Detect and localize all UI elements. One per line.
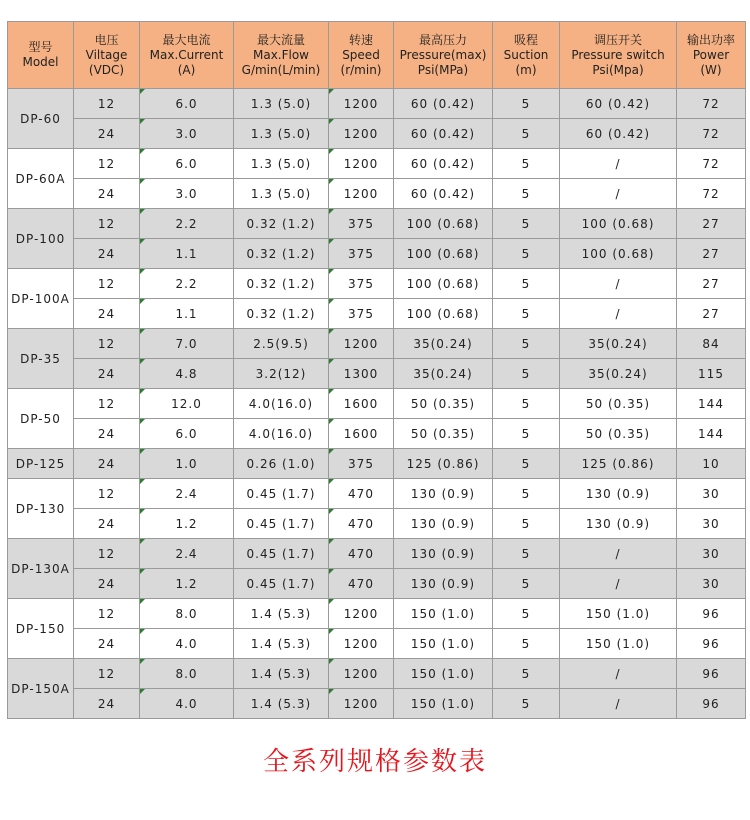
column-header-suction: [493, 22, 560, 89]
switch-cell: /: [560, 299, 677, 329]
model-cell: DP-100: [8, 209, 74, 269]
table-row: [8, 239, 746, 269]
power-cell: 27: [677, 299, 746, 329]
table-row: [8, 659, 746, 689]
switch-cell: /: [560, 659, 677, 689]
switch-cell: 130 (0.9): [560, 479, 677, 509]
model-cell: DP-130A: [8, 539, 74, 599]
speed-cell: 1200: [329, 599, 394, 629]
suction-cell: 5: [493, 149, 560, 179]
voltage-cell: 12: [74, 209, 140, 239]
pressure-cell: 130 (0.9): [394, 509, 493, 539]
column-header-zh: 型号: [28, 40, 53, 54]
table-row: [8, 539, 746, 569]
speed-cell: 470: [329, 569, 394, 599]
power-cell: 72: [677, 119, 746, 149]
table-row: [8, 89, 746, 119]
speed-cell: 1600: [329, 419, 394, 449]
suction-cell: 5: [493, 689, 560, 719]
pressure-cell: 60 (0.42): [394, 119, 493, 149]
current-cell: 1.2: [140, 569, 234, 599]
voltage-cell: 24: [74, 179, 140, 209]
table-row: [8, 299, 746, 329]
suction-cell: 5: [493, 569, 560, 599]
suction-cell: 5: [493, 299, 560, 329]
current-cell: 2.4: [140, 479, 234, 509]
speed-cell: 1200: [329, 689, 394, 719]
pressure-cell: 60 (0.42): [394, 149, 493, 179]
pressure-cell: 60 (0.42): [394, 89, 493, 119]
suction-cell: 5: [493, 269, 560, 299]
voltage-cell: 12: [74, 389, 140, 419]
switch-cell: 150 (1.0): [560, 629, 677, 659]
pressure-cell: 100 (0.68): [394, 269, 493, 299]
pressure-cell: 60 (0.42): [394, 179, 493, 209]
speed-cell: 1300: [329, 359, 394, 389]
column-header-zh: 最大流量: [256, 32, 305, 47]
flow-cell: 1.4 (5.3): [234, 599, 329, 629]
column-header-zh: 转速: [348, 32, 373, 47]
power-cell: 30: [677, 539, 746, 569]
flow-cell: 1.3 (5.0): [234, 149, 329, 179]
suction-cell: 5: [493, 479, 560, 509]
model-cell: DP-35: [8, 329, 74, 389]
speed-cell: 375: [329, 269, 394, 299]
pressure-cell: 100 (0.68): [394, 239, 493, 269]
current-cell: 1.1: [140, 239, 234, 269]
speed-cell: 375: [329, 449, 394, 479]
pressure-cell: 50 (0.35): [394, 389, 493, 419]
switch-cell: 35(0.24): [560, 329, 677, 359]
voltage-cell: 12: [74, 329, 140, 359]
voltage-cell: 24: [74, 419, 140, 449]
switch-cell: /: [560, 569, 677, 599]
column-header-unit: (VDC): [88, 62, 125, 77]
table-row: [8, 479, 746, 509]
switch-cell: 35(0.24): [560, 359, 677, 389]
current-cell: 4.0: [140, 629, 234, 659]
power-cell: 144: [677, 419, 746, 449]
voltage-cell: 12: [74, 659, 140, 689]
pressure-cell: 150 (1.0): [394, 659, 493, 689]
column-header-zh: 电压: [94, 32, 119, 47]
pressure-cell: 100 (0.68): [394, 299, 493, 329]
column-header-unit: (A): [177, 62, 196, 77]
suction-cell: 5: [493, 389, 560, 419]
column-header-unit: Psi(MPa): [417, 62, 469, 77]
column-header-zh: 输出功率: [686, 32, 735, 47]
column-header-unit: (W): [700, 62, 722, 77]
switch-cell: 60 (0.42): [560, 89, 677, 119]
model-cell: DP-150: [8, 599, 74, 659]
current-cell: 3.0: [140, 179, 234, 209]
flow-cell: 1.4 (5.3): [234, 659, 329, 689]
power-cell: 30: [677, 569, 746, 599]
column-header-en: Suction: [503, 47, 549, 62]
power-cell: 72: [677, 179, 746, 209]
pressure-cell: 150 (1.0): [394, 629, 493, 659]
column-header-zh: 调压开关: [593, 32, 642, 47]
speed-cell: 375: [329, 239, 394, 269]
switch-cell: /: [560, 269, 677, 299]
switch-cell: /: [560, 689, 677, 719]
voltage-cell: 12: [74, 599, 140, 629]
flow-cell: 1.3 (5.0): [234, 89, 329, 119]
column-header-zh: 最高压力: [418, 32, 467, 47]
pressure-cell: 130 (0.9): [394, 539, 493, 569]
switch-cell: /: [560, 179, 677, 209]
column-header-speed: [329, 22, 394, 89]
column-header-current: [140, 22, 234, 89]
column-header-model: [8, 22, 74, 89]
flow-cell: 0.26 (1.0): [234, 449, 329, 479]
suction-cell: 5: [493, 659, 560, 689]
table-row: [8, 209, 746, 239]
suction-cell: 5: [493, 89, 560, 119]
current-cell: 7.0: [140, 329, 234, 359]
column-header-unit: (m): [515, 62, 537, 77]
power-cell: 30: [677, 509, 746, 539]
column-header-en: Max.Flow: [252, 47, 309, 62]
suction-cell: 5: [493, 329, 560, 359]
pressure-cell: 130 (0.9): [394, 479, 493, 509]
model-cell: DP-60A: [8, 149, 74, 209]
column-header-en: Viltage: [85, 47, 128, 62]
pressure-cell: 35(0.24): [394, 359, 493, 389]
pressure-cell: 50 (0.35): [394, 419, 493, 449]
table-row: [8, 329, 746, 359]
speed-cell: 1600: [329, 389, 394, 419]
suction-cell: 5: [493, 239, 560, 269]
current-cell: 2.2: [140, 269, 234, 299]
column-header-switch: [560, 22, 677, 89]
table-row: [8, 419, 746, 449]
pressure-cell: 125 (0.86): [394, 449, 493, 479]
table-row: [8, 449, 746, 479]
suction-cell: 5: [493, 599, 560, 629]
flow-cell: 4.0(16.0): [234, 419, 329, 449]
current-cell: 3.0: [140, 119, 234, 149]
table-row: [8, 269, 746, 299]
voltage-cell: 12: [74, 539, 140, 569]
column-header-unit: (r/min): [340, 62, 382, 77]
flow-cell: 0.45 (1.7): [234, 479, 329, 509]
column-header-power: [677, 22, 746, 89]
voltage-cell: 24: [74, 119, 140, 149]
switch-cell: 100 (0.68): [560, 239, 677, 269]
column-header-en: Speed: [342, 47, 380, 62]
voltage-cell: 24: [74, 359, 140, 389]
model-cell: DP-150A: [8, 659, 74, 719]
switch-cell: /: [560, 539, 677, 569]
speed-cell: 1200: [329, 149, 394, 179]
voltage-cell: 12: [74, 269, 140, 299]
speed-cell: 1200: [329, 629, 394, 659]
current-cell: 8.0: [140, 659, 234, 689]
power-cell: 27: [677, 239, 746, 269]
current-cell: 2.2: [140, 209, 234, 239]
flow-cell: 4.0(16.0): [234, 389, 329, 419]
column-header-pressure: [394, 22, 493, 89]
voltage-cell: 24: [74, 239, 140, 269]
table-header-row: [8, 22, 746, 89]
suction-cell: 5: [493, 179, 560, 209]
power-cell: 10: [677, 449, 746, 479]
current-cell: 1.1: [140, 299, 234, 329]
table-row: [8, 569, 746, 599]
voltage-cell: 24: [74, 629, 140, 659]
model-cell: DP-50: [8, 389, 74, 449]
suction-cell: 5: [493, 449, 560, 479]
pressure-cell: 130 (0.9): [394, 569, 493, 599]
spec-table: [7, 21, 746, 719]
voltage-cell: 12: [74, 479, 140, 509]
voltage-cell: 12: [74, 149, 140, 179]
column-header-en: Pressure(max): [399, 47, 487, 62]
table-caption: 全系列规格参数表: [262, 747, 487, 777]
flow-cell: 0.45 (1.7): [234, 539, 329, 569]
switch-cell: 130 (0.9): [560, 509, 677, 539]
pressure-cell: 150 (1.0): [394, 689, 493, 719]
flow-cell: 1.4 (5.3): [234, 629, 329, 659]
power-cell: 144: [677, 389, 746, 419]
speed-cell: 470: [329, 479, 394, 509]
column-header-en: Max.Current: [149, 47, 224, 62]
suction-cell: 5: [493, 209, 560, 239]
power-cell: 96: [677, 689, 746, 719]
suction-cell: 5: [493, 119, 560, 149]
speed-cell: 375: [329, 209, 394, 239]
pressure-cell: 35(0.24): [394, 329, 493, 359]
flow-cell: 1.4 (5.3): [234, 689, 329, 719]
voltage-cell: 24: [74, 689, 140, 719]
pressure-cell: 150 (1.0): [394, 599, 493, 629]
suction-cell: 5: [493, 509, 560, 539]
flow-cell: 0.32 (1.2): [234, 269, 329, 299]
power-cell: 27: [677, 269, 746, 299]
current-cell: 1.2: [140, 509, 234, 539]
suction-cell: 5: [493, 629, 560, 659]
model-cell: DP-130: [8, 479, 74, 539]
speed-cell: 470: [329, 509, 394, 539]
switch-cell: /: [560, 149, 677, 179]
suction-cell: 5: [493, 359, 560, 389]
column-header-zh: 吸程: [513, 32, 538, 47]
power-cell: 115: [677, 359, 746, 389]
table-row: [8, 689, 746, 719]
speed-cell: 470: [329, 539, 394, 569]
current-cell: 1.0: [140, 449, 234, 479]
switch-cell: 125 (0.86): [560, 449, 677, 479]
table-row: [8, 509, 746, 539]
flow-cell: 0.32 (1.2): [234, 209, 329, 239]
table-row: [8, 119, 746, 149]
flow-cell: 1.3 (5.0): [234, 119, 329, 149]
model-cell: DP-100A: [8, 269, 74, 329]
flow-cell: 0.32 (1.2): [234, 299, 329, 329]
column-header-zh: 最大电流: [162, 32, 211, 47]
column-header-flow: [234, 22, 329, 89]
current-cell: 4.8: [140, 359, 234, 389]
table-row: [8, 179, 746, 209]
flow-cell: 2.5(9.5): [234, 329, 329, 359]
flow-cell: 0.45 (1.7): [234, 509, 329, 539]
speed-cell: 1200: [329, 119, 394, 149]
power-cell: 72: [677, 149, 746, 179]
suction-cell: 5: [493, 539, 560, 569]
speed-cell: 375: [329, 299, 394, 329]
current-cell: 4.0: [140, 689, 234, 719]
voltage-cell: 24: [74, 449, 140, 479]
power-cell: 30: [677, 479, 746, 509]
switch-cell: 50 (0.35): [560, 419, 677, 449]
column-header-en: Model: [22, 55, 59, 69]
power-cell: 96: [677, 629, 746, 659]
flow-cell: 1.3 (5.0): [234, 179, 329, 209]
current-cell: 6.0: [140, 149, 234, 179]
speed-cell: 1200: [329, 89, 394, 119]
table-row: [8, 599, 746, 629]
suction-cell: 5: [493, 419, 560, 449]
current-cell: 6.0: [140, 89, 234, 119]
model-cell: DP-125: [8, 449, 74, 479]
voltage-cell: 24: [74, 569, 140, 599]
voltage-cell: 24: [74, 299, 140, 329]
column-header-voltage: [74, 22, 140, 89]
current-cell: 2.4: [140, 539, 234, 569]
column-header-en: Pressure switch: [571, 47, 665, 62]
voltage-cell: 24: [74, 509, 140, 539]
table-row: [8, 149, 746, 179]
power-cell: 27: [677, 209, 746, 239]
table-body: [8, 89, 746, 719]
table-row: [8, 629, 746, 659]
flow-cell: 0.32 (1.2): [234, 239, 329, 269]
power-cell: 84: [677, 329, 746, 359]
power-cell: 96: [677, 659, 746, 689]
model-cell: DP-60: [8, 89, 74, 149]
speed-cell: 1200: [329, 659, 394, 689]
table-row: [8, 389, 746, 419]
switch-cell: 60 (0.42): [560, 119, 677, 149]
column-header-en: Power: [692, 47, 730, 62]
power-cell: 96: [677, 599, 746, 629]
speed-cell: 1200: [329, 179, 394, 209]
current-cell: 6.0: [140, 419, 234, 449]
power-cell: 72: [677, 89, 746, 119]
current-cell: 12.0: [140, 389, 234, 419]
flow-cell: 0.45 (1.7): [234, 569, 329, 599]
switch-cell: 150 (1.0): [560, 599, 677, 629]
column-header-unit: G/min(L/min): [241, 62, 321, 77]
current-cell: 8.0: [140, 599, 234, 629]
pressure-cell: 100 (0.68): [394, 209, 493, 239]
switch-cell: 100 (0.68): [560, 209, 677, 239]
column-header-unit: Psi(Mpa): [592, 62, 644, 77]
voltage-cell: 12: [74, 89, 140, 119]
table-row: [8, 359, 746, 389]
switch-cell: 50 (0.35): [560, 389, 677, 419]
speed-cell: 1200: [329, 329, 394, 359]
flow-cell: 3.2(12): [234, 359, 329, 389]
